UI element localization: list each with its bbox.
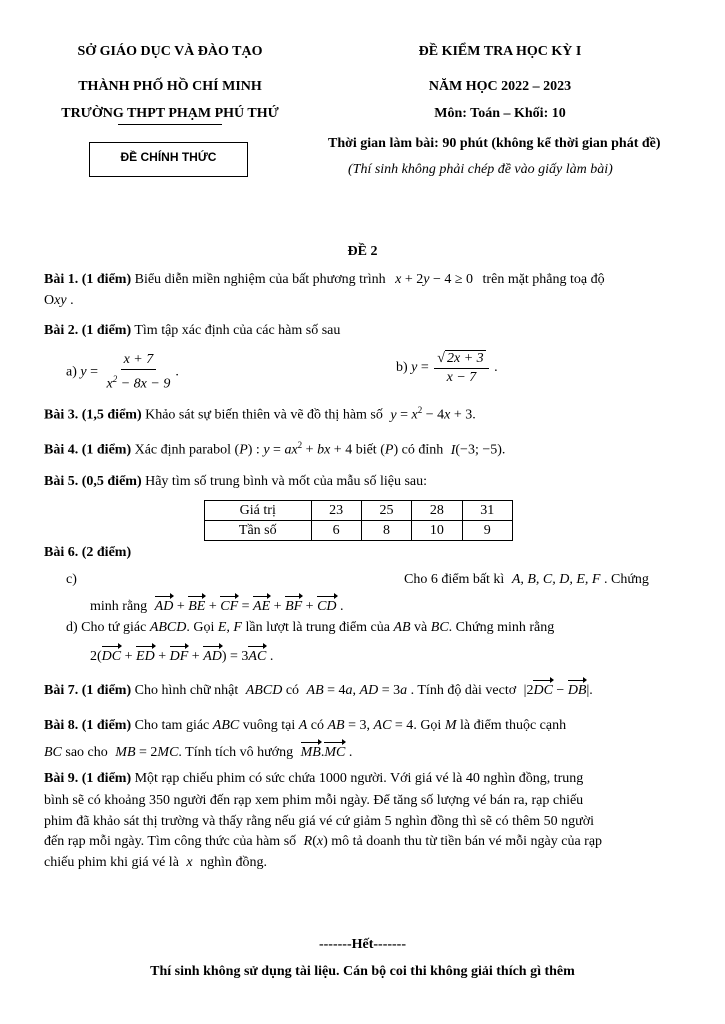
problem-6d: d) Cho tứ giác ABCD. Gọi E, F lần lượt là trung điểm của AB và BC. Chứng minh rằng: [66, 620, 555, 635]
problem-5-title: Bài 5. (0,5 điểm): [44, 474, 142, 489]
problem-9-line4: đến rạp mỗi ngày. Tìm công thức của hàm số R(x) mô tả doanh thu từ tiền bán vé mỗi ngày của rạp: [44, 834, 603, 849]
problem-4: Bài 4. (1 điểm) Xác định parabol (P) : $y = ax^2$ + bx + 4 biết (P) có đỉnh I(−3; −5).: [44, 440, 506, 458]
frequency-table: [204, 500, 513, 541]
table-cell: 8: [361, 521, 411, 541]
problem-3: Bài 3. (1,5 điểm) Khảo sát sự biến thiên và vẽ đồ thị hàm số $y = x^2 - 4x + 3$.: [44, 405, 476, 423]
problem-8-title: Bài 8. (1 điểm): [44, 718, 132, 733]
dept-name-line1: SỞ GIÁO DỤC VÀ ĐÀO TẠO: [77, 44, 263, 59]
problem-9-title: Bài 9. (1 điểm): [44, 771, 132, 786]
official-box: [89, 142, 248, 177]
problem-6c-label: c): [66, 572, 77, 587]
dept-name-line2: THÀNH PHỐ HỒ CHÍ MINH: [78, 79, 262, 94]
problem-4-title: Bài 4. (1 điểm): [44, 442, 132, 458]
time-limit: Thời gian làm bài: 90 phút (không kể thời gian phát đề): [328, 136, 661, 151]
row-label-freqs: Tần số: [205, 521, 312, 541]
problem-7: Bài 7. (1 điểm) Cho hình chữ nhật ABCD có AB = 4a, AD = 3a . Tính độ dài vectơ |2DC − DB|.: [44, 683, 593, 698]
table-row: [205, 501, 513, 521]
no-copy-note: (Thí sinh không phải chép đề vào giấy làm bài): [348, 162, 613, 177]
problem-6d-line2: 2(DC + ED + DF + AD) = 3AC .: [90, 649, 274, 664]
problem-6c-line2: minh rằng AD + BE + CF = AE + BF + CD .: [90, 599, 344, 614]
problem-9: Bài 9. (1 điểm) Một rạp chiếu phim có sức chứa 1000 người. Với giá vé là 40 nghìn đồng, trung: [44, 771, 584, 786]
problem-8: Bài 8. (1 điểm) Cho tam giác ABC vuông tại A có AB = 3, AC = 4. Gọi M là điểm thuộc cạnh: [44, 718, 567, 733]
problem-9-line3: phim đã khảo sát thị trường và thấy rằng nếu giá vé cứ giảm 5 nghìn đồng thì sẽ có thêm 50 người: [44, 814, 595, 829]
footer-note: Thí sinh không sử dụng tài liệu. Cán bộ coi thi không giải thích gì thêm: [150, 964, 575, 979]
table-row: [205, 521, 513, 541]
exam-title: ĐỀ KIỂM TRA HỌC KỲ I: [418, 44, 582, 59]
subject: Môn: Toán – Khối: 10: [434, 106, 566, 121]
table-cell: 10: [412, 521, 462, 541]
problem-8-line2: BC sao cho MB = 2MC. Tính tích vô hướng MB.MC .: [44, 745, 353, 760]
row-label-values: Giá trị: [205, 501, 312, 521]
table-cell: 9: [462, 521, 512, 541]
end-marker: -------Hết-------: [318, 937, 407, 952]
problem-1: Bài 1. (1 điểm) Biểu diễn miền nghiệm của bất phương trình x + 2y − 4 ≥ 0 trên mặt phẳng toạ độ: [44, 272, 605, 287]
table-cell: 6: [311, 521, 361, 541]
problem-2b: b) y = $\frac{√ 2x + 3}{x - 7}$ .: [396, 351, 498, 385]
exam-code: ĐỀ 2: [347, 244, 378, 259]
table-cell: 25: [361, 501, 411, 521]
problem-2a: a) y = $\frac{x + 7}{x^2 - 8x - 9}$ .: [66, 352, 179, 392]
table-cell: 31: [462, 501, 512, 521]
school-name: TRƯỜNG THPT PHẠM PHÚ THỨ: [61, 106, 279, 121]
school-underline: [118, 124, 222, 125]
problem-3-title: Bài 3. (1,5 điểm): [44, 407, 142, 423]
problem-2-title: Bài 2. (1 điểm): [44, 323, 132, 338]
problem-1-title: Bài 1. (1 điểm): [44, 272, 132, 287]
table-cell: 28: [412, 501, 462, 521]
table-cell: 23: [311, 501, 361, 521]
problem-2: Bài 2. (1 điểm) Tìm tập xác định của các hàm số sau: [44, 323, 341, 338]
school-year: NĂM HỌC 2022 – 2023: [428, 79, 572, 94]
problem-7-title: Bài 7. (1 điểm): [44, 683, 132, 698]
problem-9-line2: bình sẽ có khoảng 350 người đến rạp xem phim mỗi ngày. Để tăng số lượng vé bán ra, rạp chiếu: [44, 793, 584, 808]
problem-1-line2: Oxy .: [44, 293, 74, 308]
official-label: ĐỀ CHÍNH THỨC: [120, 150, 217, 164]
problem-6-title: Bài 6. (2 điểm): [44, 545, 132, 560]
problem-6c: Cho 6 điểm bất kì A, B, C, D, E, F . Chứng: [404, 572, 649, 587]
problem-5: Bài 5. (0,5 điểm) Hãy tìm số trung bình và mốt của mẫu số liệu sau:: [44, 474, 428, 489]
problem-9-line5: chiếu phim khi giá vé là x nghìn đồng.: [44, 855, 268, 870]
